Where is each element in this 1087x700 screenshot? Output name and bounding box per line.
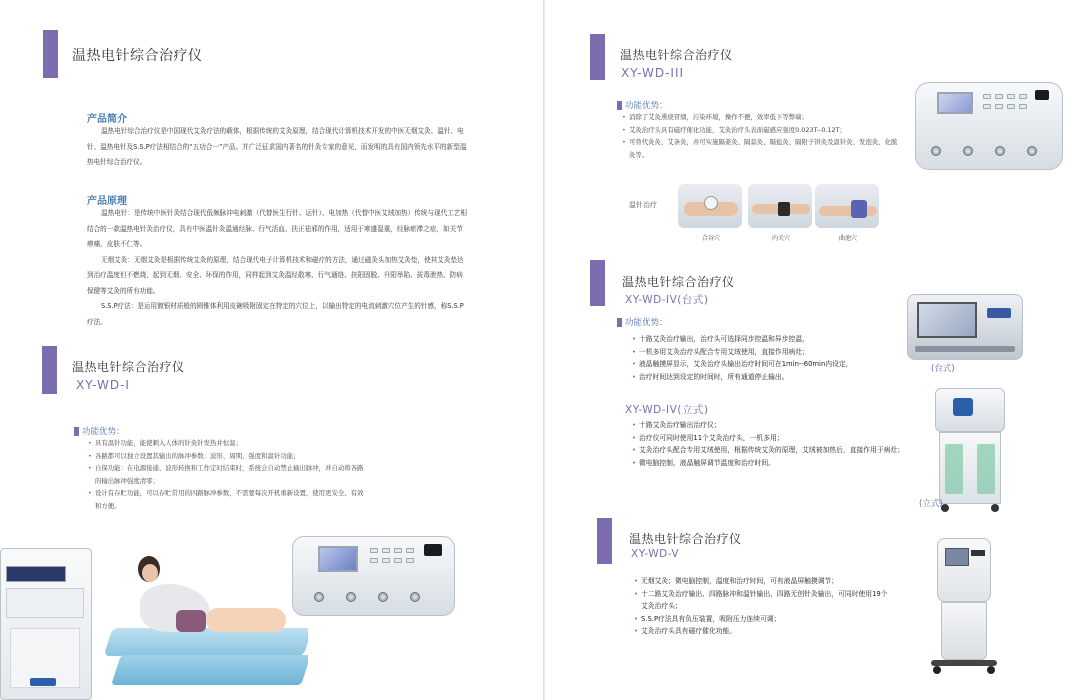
principle-para: 无烟艾灸：无烟艾灸是根据传统艾灸的原理，结合现代电子计算机技术和磁疗的方法，通过磁灸头加热艾灸垫，使其艾灸垫达到治疗温度但不燃烧，起到无烟、安全、环保的作用，同样起到艾灸温经散寒、行气通络、扶阳固脱、升阳举陷、拔毒泄热、防病保健等艾灸的所有功能。 — [87, 255, 464, 295]
list-item: • 可替代灸灸、艾条灸，并可实施隔姜灸、隔蒜灸、隔盐灸、隔附子饼灸及温针灸、发泡灸、化脓灸等。 — [622, 136, 902, 161]
acupoint-photo — [748, 184, 812, 228]
list-item: • 十二路艾灸治疗输出、四路脉冲和温针输出、四路无创针灸输出，可同时使用19个艾灸治疗头； — [634, 588, 890, 613]
model-number: XY-WD-I — [76, 378, 130, 392]
principle-para: S.S.P疗法：是运用镀银材质般的圆锥体利用皮碗吸附固定在特定的穴位上，以输出特定的电流刺激穴位产生的针感，称S.S.P疗法。 — [87, 302, 464, 326]
desktop-device-photo — [292, 528, 455, 624]
wd4-desk-device-photo — [907, 294, 1025, 366]
list-item: • 十路艾灸治疗输出治疗仪； — [632, 419, 914, 432]
wd5-device-photo — [927, 538, 1001, 678]
features-list — [632, 419, 914, 469]
principle-heading: 产品原理 — [87, 196, 127, 207]
list-item: • 一机多用艾灸治疗头配合专用艾绒使用，直接作用病灶； — [632, 346, 932, 359]
principle-text — [87, 206, 469, 330]
model-number: XY-WD-III — [621, 66, 685, 80]
acupoint-photo — [678, 184, 742, 228]
list-item: • 艾灸治疗头具有磁疗催化功能，艾灸治疗头表面磁感应强度0.023T--0.12T； — [622, 124, 902, 137]
tower-device-photo — [0, 548, 92, 700]
principle-para: 温热电针：是传统中医针灸结合现代低频脉冲电刺激（代替医生行针、运针）、电加热（代替中医艾绒加热）传统与现代工艺相结合的一款温热电针灸治疗仪，具有中医温针灸温通经脉、行气活血、扶正祛邪的作用，适用于寒盛湿重，经脉瘀滞之症，如关节痹痛，皮肤不仁等。 — [87, 209, 467, 248]
list-item: • 消除了艾灸熏烧冒烟，污染环境，操作不便，效率低下等弊端； — [622, 111, 902, 124]
bullet-square-icon — [617, 318, 622, 327]
list-item: • 无烟艾灸；微电脑控制，温度和治疗时间，可有液晶屏触摸调节； — [634, 575, 890, 588]
list-item: • 艾灸治疗头配合专用艾绒使用，根据传统艾灸的原理，艾绒被加热后，直接作用于病灶； — [632, 444, 914, 457]
list-item: • 具有温针功能，能使刺入人体的针灸针发热并恒温； — [88, 437, 368, 450]
features-heading: 功能优势： — [617, 99, 668, 111]
features-list — [634, 575, 890, 638]
model-number: XY-WD-IV(台式) — [625, 294, 709, 306]
section-title: 温热电针综合治疗仪 — [622, 275, 735, 289]
acupoint-photo — [815, 184, 879, 228]
features-list — [622, 111, 902, 161]
list-item: • 自保功能：在电源接通、波形转换和工作定时结束时，系统会自动禁止输出脉冲，并自动将各路的输出脉冲强度清零； — [88, 462, 368, 487]
features-heading: 功能优势： — [617, 316, 668, 328]
section-title: 温热电针综合治疗仪 — [72, 360, 185, 374]
patient-treatment-photo — [98, 550, 308, 698]
features-heading: 功能优势： — [74, 425, 125, 437]
list-item: • 十路艾灸治疗输出，治疗头可选择同步控温和异步控温， — [632, 333, 932, 346]
right-page — [545, 0, 1087, 700]
list-item: • S.S.P疗法具有负压装置，吸附压力连续可调； — [634, 613, 890, 626]
list-item: • 液晶触摸屏显示，艾灸治疗头输出治疗时间可在1min--60min内设定， — [632, 358, 932, 371]
header-bar — [597, 518, 612, 564]
page-title: 温热电针综合治疗仪 — [72, 48, 203, 64]
model-tag: (台式) — [931, 364, 955, 374]
intro-heading: 产品简介 — [87, 114, 127, 125]
acupoint-caption: 合谷穴 — [701, 235, 720, 242]
strip-label: 温针治疗 — [629, 201, 657, 209]
left-page — [0, 0, 543, 700]
list-item: • 设计有存贮功能，可以存贮常用的四路脉冲参数，不需要每次开机重新设置，使用更安全、有效和方便。 — [88, 487, 368, 512]
features-list — [632, 333, 932, 383]
intro-text: 温热电针综合治疗仪是中国现代艾灸疗法的载体，根据传统的艾灸原理，结合现代计算机技术开发的中医无烟艾灸、温针、电针、温热电针及S.S.P疗法相结合的“五功合一”产品。并广泛征求国内著名的针灸专家的意见，而发明的具有国内领先水平的新型温热电针综合治疗仪。 — [87, 127, 467, 166]
features-list — [88, 437, 368, 512]
section-title: 温热电针综合治疗仪 — [629, 532, 742, 546]
list-item: • 各路都可以独立设置其输出的脉冲参数：波形、周期、强度和温针功能； — [88, 450, 368, 463]
list-item: • 治疗时间达到设定的时间时，所有通道停止输出。 — [632, 371, 932, 384]
header-bar — [43, 30, 58, 78]
section-title: 温热电针综合治疗仪 — [620, 48, 733, 62]
model-tag: (立式) — [919, 499, 943, 509]
model-number: XY-WD-V — [631, 548, 680, 560]
bullet-square-icon — [74, 427, 79, 436]
wd3-device-photo — [915, 76, 1065, 176]
list-item: • 艾灸治疗头具有磁疗催化功能。 — [634, 625, 890, 638]
list-item: • 治疗仪可同时使用11个艾灸治疗头，一机多用； — [632, 432, 914, 445]
acupoint-caption: 曲池穴 — [838, 235, 857, 242]
acupoint-caption: 内关穴 — [771, 235, 790, 242]
list-item: • 微电脑控制，液晶触屏调节温度和治疗时间。 — [632, 457, 914, 470]
header-bar — [590, 34, 605, 80]
bullet-square-icon — [617, 101, 622, 110]
header-bar — [590, 260, 605, 306]
header-bar — [42, 346, 57, 394]
model-number: XY-WD-IV(立式) — [625, 404, 709, 416]
